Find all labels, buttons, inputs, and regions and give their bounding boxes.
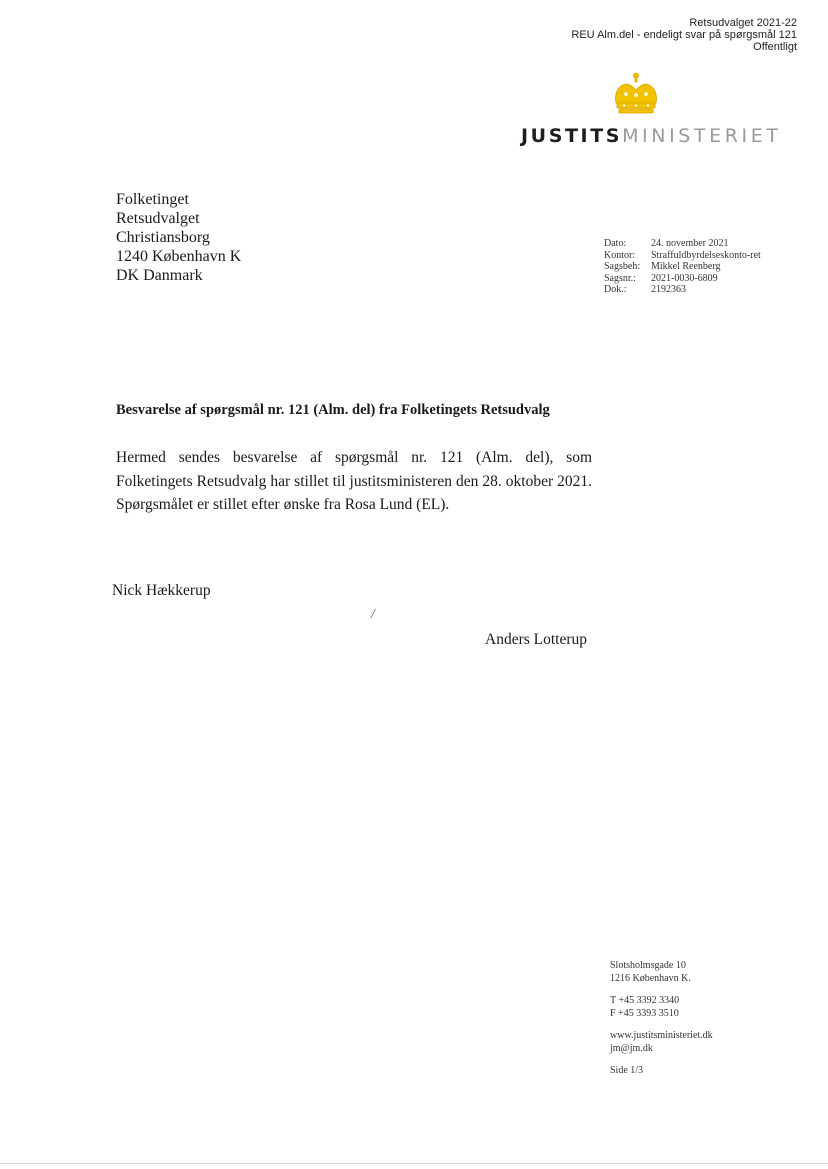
meta-value: 24. november 2021 [651,238,729,249]
ministry-name-light: MINISTERIET [622,125,782,147]
footer-address-city: 1216 København K. [610,972,691,984]
letter-subject: Besvarelse af spørgsmål nr. 121 (Alm. del) fra Folketingets Retsudvalg [116,402,550,418]
meta-label: Dato: [604,238,627,249]
ministry-name-strong: JUSTITS [521,125,623,147]
committee-label: Retsudvalget 2021-22 [689,17,797,29]
meta-row [604,273,769,285]
meta-value: Mikkel Reenberg [651,261,721,272]
meta-value: 2021-0030-6809 [651,272,718,284]
case-metadata [604,238,769,296]
recipient-line: Folketinget [116,191,189,208]
footer-email: jm@jm.dk [610,1042,653,1054]
recipient-address [116,190,241,285]
meta-row [604,284,769,296]
meta-row [604,261,769,273]
ministry-logo-text [521,125,782,147]
letter-body: Hermed sendes besvarelse af spørgsmål nr. 121 (Alm. del), som Folketingets Retsudvalg har stillet til justitsministeren den 28. oktober 2021. Spørgsmålet er stillet efter ønske fra Rosa Lund (EL). [116,449,592,513]
meta-value: Straffuldbyrdelseskonto-ret [651,249,761,261]
document-header-tag [571,17,797,53]
recipient-line: DK Danmark [116,267,203,284]
reference-label: REU Alm.del - endeligt svar på spørgsmål 121 [571,29,797,41]
meta-row [604,238,769,250]
footer-website: www.justitsministeriet.dk [610,1030,713,1041]
meta-label: Dok.: [604,284,627,295]
recipient-line: 1240 København K [116,248,242,265]
meta-label: Sagsnr.: [604,272,636,284]
recipient-line: Christiansborg [116,229,210,246]
page-bottom-rule [0,1163,828,1164]
signature-official: Anders Lotterup [485,631,588,648]
meta-label: Kontor: [604,249,636,261]
page-number: Side 1/3 [610,1065,644,1076]
crown-icon [610,72,662,116]
footer-fax: F +45 3393 3510 [610,1007,679,1019]
footer-address-street: Slotsholmsgade 10 [610,960,686,971]
ministry-contact-footer [610,960,713,1078]
signature-separator: / [371,607,375,622]
footer-phone: T +45 3392 3340 [610,995,680,1006]
meta-row [604,250,769,262]
meta-label: Sagsbeh: [604,261,641,272]
recipient-line: Retsudvalget [116,210,200,227]
meta-value: 2192363 [651,284,686,295]
signature-minister: Nick Hækkerup [112,582,211,599]
access-label: Offentligt [753,41,797,53]
